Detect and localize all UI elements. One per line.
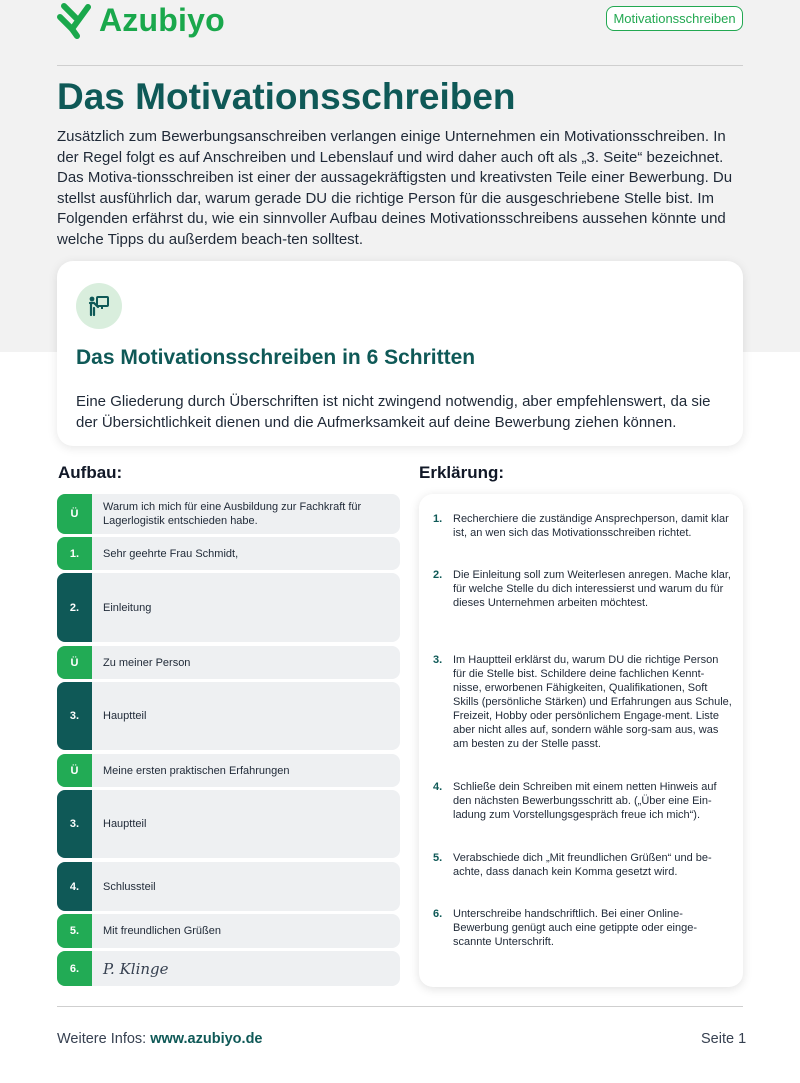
row-text: Einleitung — [103, 601, 152, 614]
row-text: Hauptteil — [103, 710, 147, 722]
item-number: 4. — [433, 781, 443, 793]
structure-row — [57, 862, 400, 911]
page-number: Seite 1 — [701, 1031, 747, 1047]
structure-row — [57, 537, 400, 570]
row-text: Hauptteil — [103, 818, 147, 830]
row-badge: 4. — [57, 862, 92, 911]
row-badge: Ü — [57, 754, 92, 787]
brand-name: Azubiyo — [99, 1, 225, 38]
footer-info — [57, 1031, 263, 1047]
footer-prefix: Weitere Infos: — [57, 1031, 147, 1047]
item-number: 2. — [433, 569, 443, 581]
brand-logo[interactable] — [57, 1, 225, 39]
card-title: Das Motivationsschreiben in 6 Schritten — [76, 346, 476, 369]
signature — [92, 951, 177, 986]
structure-row — [57, 682, 400, 750]
explanation-item — [433, 568, 733, 610]
footer-divider — [57, 1006, 743, 1007]
explanation-heading: Erklärung: — [419, 463, 505, 482]
row-text: Warum ich mich für eine Ausbildung zur Fachkraft für Lagerlogistik entschieden habe. — [103, 501, 362, 527]
explanation-item — [433, 653, 733, 751]
structure-row — [57, 494, 400, 534]
topic-tag[interactable]: Motivationsschreiben — [606, 6, 743, 31]
explanation-card — [419, 494, 743, 987]
row-text: Mit freundlichen Grüßen — [103, 925, 221, 937]
structure-row — [57, 951, 400, 986]
handwritten-signature: P. Klinge — [103, 959, 169, 978]
row-badge: 2. — [57, 573, 92, 642]
page-title: Das Motivationsschreiben — [57, 76, 516, 117]
item-text: Recherchiere die zuständige Ansprechperson, damit klar ist, an wen sich das Motivationsschreiben richtet. — [453, 513, 729, 539]
row-badge: 3. — [57, 682, 92, 750]
card-text: Eine Gliederung durch Überschriften ist nicht zwingend notwendig, aber empfehlenswert, da sie der Übersichtlichkeit dienen und die Aufmerksamkeit auf deine Bewerbung ziehen können. — [76, 393, 711, 431]
item-number: 5. — [433, 852, 443, 864]
item-number: 1. — [433, 513, 443, 525]
structure-row — [57, 790, 400, 858]
row-badge: Ü — [57, 646, 92, 679]
item-number: 3. — [433, 654, 443, 666]
item-number: 6. — [433, 908, 443, 920]
steps-info-card — [57, 261, 743, 446]
row-text: Schlussteil — [103, 880, 156, 893]
row-badge: 6. — [57, 951, 92, 986]
structure-row — [57, 573, 400, 642]
structure-row — [57, 754, 400, 787]
structure-heading: Aufbau: — [58, 463, 123, 482]
row-badge: Ü — [57, 494, 92, 534]
item-text: Verabschiede dich „Mit freundlichen Grüßen“ und be-achte, dass danach kein Komma gesetzt wird. — [453, 852, 712, 878]
item-text: Die Einleitung soll zum Weiterlesen anregen. Mache klar, für welche Stelle du dich interessierst und warum du für dieses Unternehmen arbeiten möchtest. — [453, 569, 731, 609]
row-text: Meine ersten praktischen Erfahrungen — [103, 764, 290, 777]
structure-row — [57, 914, 400, 948]
explanation-item — [433, 512, 733, 540]
item-text: Im Hauptteil erklärst du, warum DU die richtige Person für die Stelle bist. Schildere deine fachlichen Kennt-nisse, erworbenen Fähigkeiten, Qualifikationen, Soft Skills (persönliche Stärken) und Erfahrungen aus Schule, Freizeit, Hobby oder persönlichem Engage-ment. Liste aber nicht alles auf, sondern wähle sorg-sam aus, was am besten zu der Stelle passt. — [453, 654, 732, 750]
item-text: Schließe dein Schreiben mit einem netten Hinweis auf den nächsten Bewerbungsschritt ab. („Über eine Ein-ladung zum Vorstellungsgespräch freue ich mich“). — [453, 781, 717, 821]
azubiyo-logo-icon — [57, 1, 91, 39]
row-badge: 1. — [57, 537, 92, 570]
structure-row — [57, 646, 400, 679]
intro-paragraph: Zusätzlich zum Bewerbungsanschreiben verlangen einige Unternehmen ein Motivationsschreiben. In der Regel folgt es auf Anschreiben und Lebenslauf und wird daher auch oft als „3. Seite“ bezeichnet. Das Motiva-tionsschreiben ist einer der aussagekräftigsten und kreativsten Teile einer Bewerbung. Du stellst ausführlich dar, warum gerade DU die richtige Person für die ausgeschriebene Stelle bist. Im Folgenden erfährst du, wie ein sinnvoller Aufbau deines Motivationsschreibens aussehen könnte und welche Tipps du außerdem beach-ten solltest. — [57, 128, 733, 248]
presenter-board-icon — [76, 283, 122, 329]
explanation-item — [433, 851, 733, 879]
row-badge: 5. — [57, 914, 92, 948]
header-divider — [57, 65, 743, 66]
row-text: Sehr geehrte Frau Schmidt, — [103, 547, 239, 560]
item-text: Unterschreibe handschriftlich. Bei einer Online-Bewerbung genügt auch eine getippte oder einge-scannte Unterschrift. — [453, 908, 698, 948]
website-link[interactable]: www.azubiyo.de — [150, 1031, 263, 1047]
explanation-item — [433, 780, 733, 822]
row-text: Zu meiner Person — [103, 656, 191, 669]
explanation-item — [433, 907, 733, 949]
row-badge: 3. — [57, 790, 92, 858]
